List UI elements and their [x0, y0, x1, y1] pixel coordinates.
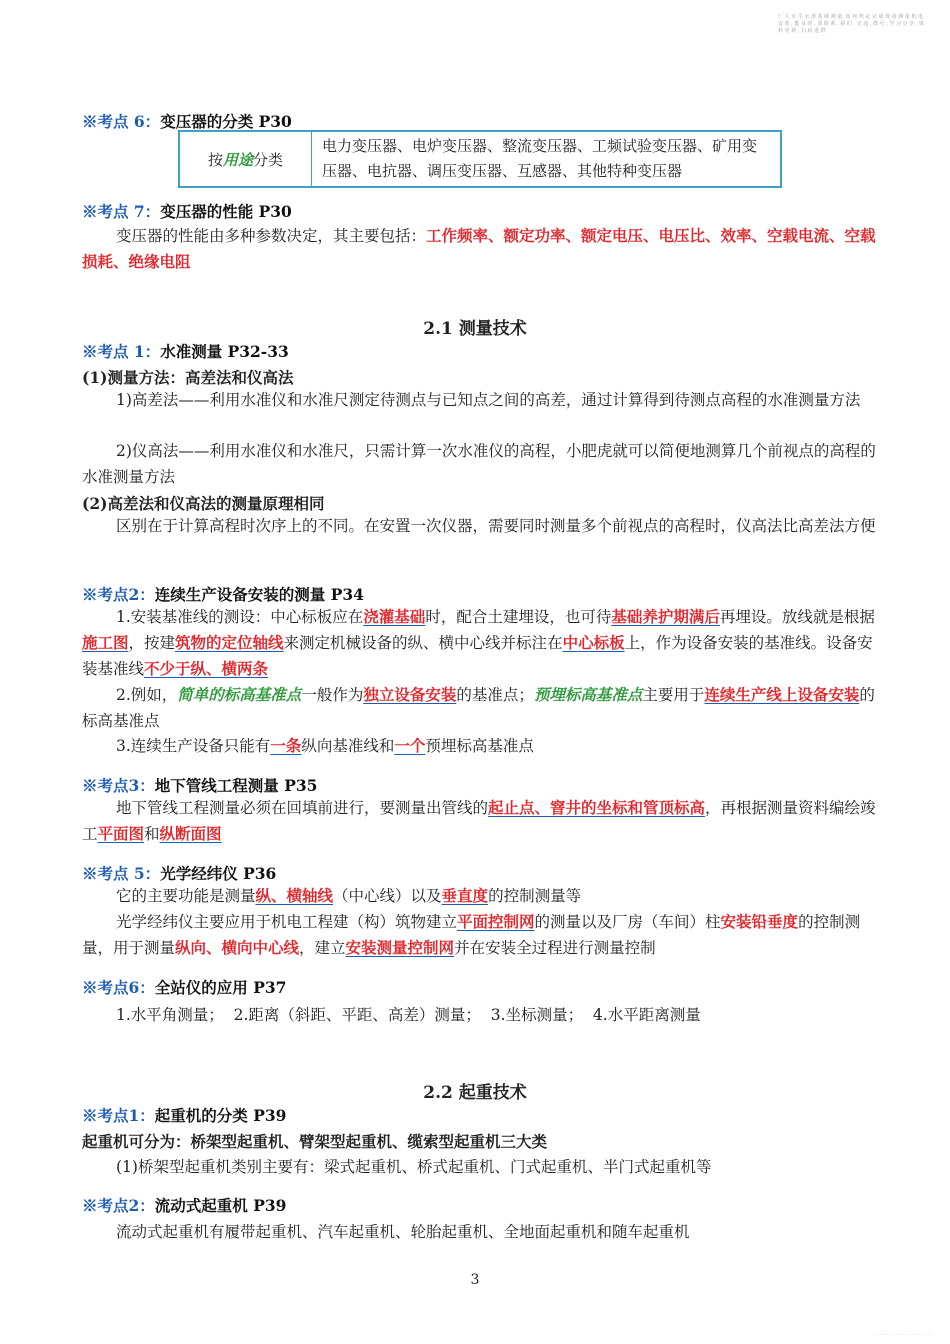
kaodian-7-heading [82, 200, 292, 222]
section-2-2-heading: 2.2 起重技术 [423, 1083, 527, 1103]
kaodian-label: ※考点 7： [82, 202, 161, 221]
header-note: 厂 人 水 平 水 准 基 础 测 量, 如 何 判 定 完 成 现 场 测 量 机 电 安 装 , 能 及 时 , 请 联 系 , 我 们 , 交 流 , 群 号 , 学 习 分 享 , 资 料 更 新 , 扫 码 进 群 [778, 14, 924, 34]
kaodian-label: ※考点 6： [82, 112, 161, 131]
kaodian-6-heading [82, 110, 292, 132]
page-number: 3 [470, 1272, 480, 1288]
paragraph-difference: 区别在于计算高程时次序上的不同。在安置一次仪器，需要同时测量多个前视点的高程时，仪高法比高差法方便 [116, 517, 876, 535]
subheading-method: (1)测量方法：高差法和仪高法 [82, 368, 294, 387]
kaodian-title: 变压器的分类 P30 [160, 112, 292, 131]
paragraph-elevation-points: 2.例如，简单的标高基准点一般作为独立设备安装的基准点；预埋标高基准点主要用于连续生产线上设备安装的标高基准点 [82, 685, 875, 730]
section-2-1-heading: 2.1 测量技术 [423, 319, 527, 339]
paragraph-height-difference: 1)高差法——利用水准仪和水准尺测定待测点与已知点之间的高差，通过计算得到待测点高程的水准测量方法 [116, 391, 861, 409]
transformer-performance-paragraph: 变压器的性能由多种参数决定，其主要包括：工作频率、额定功率、额定电压、电压比、效率、空载电流、空载损耗、绝缘电阻 [82, 226, 876, 271]
footer-note: · · · · · · · · · · · · · · · · · · · [873, 1332, 932, 1338]
bridge-crane-types: (1)桥架型起重机类别主要有：梁式起重机、桥式起重机、门式起重机、半门式起重机等 [116, 1158, 712, 1176]
crane-kaodian-2-heading: ※考点2：流动式起重机 P39 [82, 1196, 287, 1215]
subheading-principle: (2)高差法和仪高法的测量原理相同 [82, 494, 325, 513]
crane-classification-summary: 起重机可分为：桥架型起重机、臂架型起重机、缆索型起重机三大类 [82, 1132, 548, 1151]
transformer-classification-table [178, 130, 782, 188]
kaodian-5-heading: ※考点 5：光学经纬仪 P36 [82, 864, 277, 883]
kaodian-2-heading: ※考点2：连续生产设备安装的测量 P34 [82, 585, 364, 604]
kaodian-3-heading: ※考点3：地下管线工程测量 P35 [82, 776, 318, 795]
paragraph-theodolite-function: 它的主要功能是测量纵、横轴线（中心线）以及垂直度的控制测量等 [116, 886, 582, 905]
paragraph-pipeline: 地下管线工程测量必须在回填前进行，要测量出管线的起止点、窨井的坐标和管顶标高，再根据测量资料编绘竣工平面图和纵断面图 [82, 798, 876, 843]
kaodian-title: 变压器的性能 P30 [160, 202, 292, 221]
table-label-cell: 按用途分类 [179, 131, 312, 187]
total-station-applications: 1.水平角测量； 2.距离（斜距、平距、高差）测量； 3.坐标测量； 4.水平距离测量 [116, 1006, 701, 1024]
crane-kaodian-1-heading: ※考点1：起重机的分类 P39 [82, 1106, 287, 1125]
paragraph-instrument-height: 2)仪高法——利用水准仪和水准尺，只需计算一次水准仪的高程，小肥虎就可以简便地测算几个前视点的高程的水准测量方法 [82, 442, 876, 486]
table-value-cell: 电力变压器、电炉变压器、整流变压器、工频试验变压器、矿用变压器、电抗器、调压变压器、互感器、其他特种变压器 [312, 131, 782, 187]
paragraph-theodolite-application: 光学经纬仪主要应用于机电工程建（构）筑物建立平面控制网的测量以及厂房（车间）柱安装铅垂度的控制测量，用于测量纵向、横向中心线，建立安装测量控制网并在安装全过程进行测量控制 [82, 912, 861, 957]
kaodian-6b-heading: ※考点6：全站仪的应用 P37 [82, 978, 287, 997]
paragraph-continuous-production: 3.连续生产设备只能有一条纵向基准线和一个预埋标高基准点 [116, 736, 534, 755]
mobile-crane-types: 流动式起重机有履带起重机、汽车起重机、轮胎起重机、全地面起重机和随车起重机 [116, 1223, 690, 1241]
kaodian-1-heading: ※考点 1：水准测量 P32-33 [82, 342, 289, 361]
paragraph-baseline: 1.安装基准线的测设：中心标板应在浇灌基础时，配合土建埋设，也可待基础养护期满后再埋设。放线就是根据施工图，按建筑物的定位轴线来测定机械设备的纵、横中心线并标注在中心标板上，作为设备安装的基准线。设备安装基准线不少于纵、横两条 [82, 607, 875, 678]
